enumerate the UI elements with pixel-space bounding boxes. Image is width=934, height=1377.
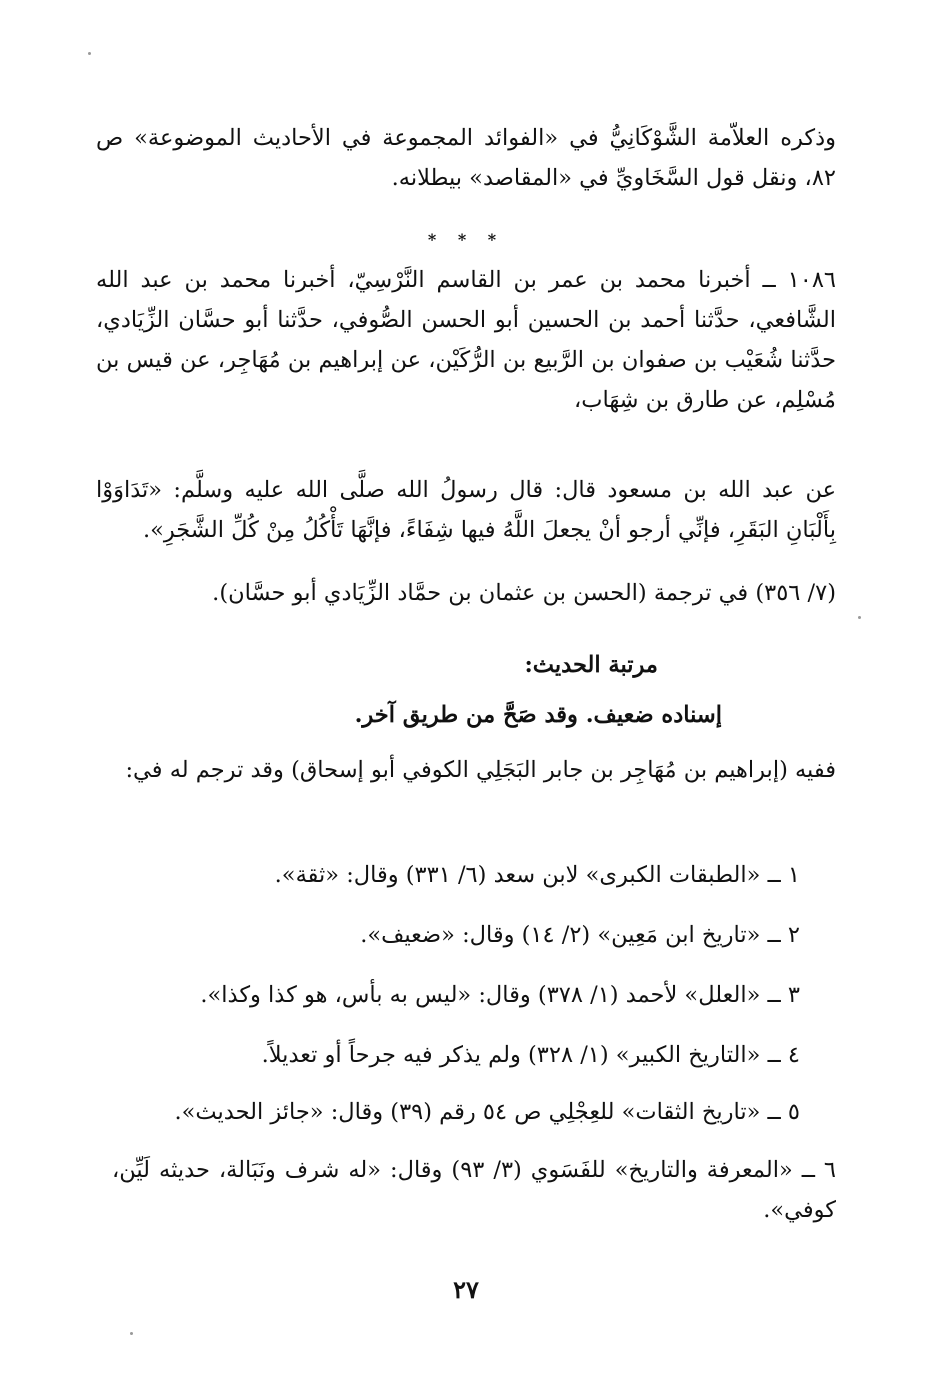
paragraph-narrator: ففيه (إبراهيم بن مُهَاجِر بن جابر البَجَلِي الكوفي أبو إسحاق) وقد ترجم له في: (125, 757, 836, 783)
paragraph-isnad: ١٠٨٦ ــ أخبرنا محمد بن عمر بن القاسم النَّرْسِيّ، أخبرنا محمد بن عبد الله الشَّافعي، حدَّثنا أحمد بن الحسين أبو الحسن الصُّوفي، حدَّثنا أبو حسَّان الزِّيَادي، حدَّثنا شُعَيْب بن صفوان بن الرَّبيع بن الرُّكَيْن، عن إبراهيم بن مُهَاجِر، عن قيس بن مُسْلِم، عن طارق بن شِهَاب، (96, 267, 836, 413)
paragraph-reference: (٧/ ٣٥٦) في ترجمة (الحسن بن عثمان بن حمَّاد الزِّيَادي أبو حسَّان). (212, 580, 836, 606)
ruling-text: إسناده ضعيف. وقد صَحَّ من طريق آخر. (354, 702, 722, 728)
scan-speck (88, 52, 91, 55)
list-item: ٥ ــ «تاريخ الثقات» للعِجْلِي ص ٥٤ رقم (٣٩) وقال: «جائز الحديث». (174, 1099, 800, 1125)
paragraph-hadith-text: عن عبد الله بن مسعود قال: قال رسولُ الله صلَّى الله عليه وسلَّم: «تَدَاوَوْا بِأَلْبَانِ البَقَرِ، فإنِّي أرجو أنْ يجعلَ اللَّهُ فيها شِفَاءً، فإنَّهَا تَأْكُلُ مِنْ كُلِّ الشَّجَرِ». (96, 477, 836, 543)
paragraph-shawkani: وذكره العلاّمة الشَّوْكَانِيُّ في «الفوائد المجموعة في الأحاديث الموضوعة» ص ٨٢، ونقل قول السَّخَاويِّ في «المقاصد» بيطلانه. (96, 125, 836, 191)
list-item: ٦ ــ «المعرفة والتاريخ» للفَسَوي (٣/ ٩٣) وقال: «له شرف ونَبَالة، حديثه لَيِّن، كوفي». (112, 1157, 837, 1223)
list-item: ٣ ــ «العلل» لأحمد (١/ ٣٧٨) وقال: «ليس به بأس، هو كذا وكذا». (200, 982, 800, 1008)
scan-speck (858, 616, 861, 619)
page-number: ٢٧ (453, 1275, 479, 1304)
section-heading: مرتبة الحديث: (524, 652, 658, 678)
list-item: ٤ ــ «التاريخ الكبير» (١/ ٣٢٨) ولم يذكر فيه جرحاً أو تعديلاً. (261, 1042, 800, 1068)
list-item: ١ ــ «الطبقات الكبرى» لابن سعد (٦/ ٣٣١) وقال: «ثقة». (274, 862, 800, 888)
scan-speck (130, 1332, 133, 1335)
list-item: ٢ ــ «تاريخ ابن مَعِين» (٢/ ١٤) وقال: «ضعيف». (360, 922, 800, 948)
section-separator: * * * (427, 230, 505, 249)
